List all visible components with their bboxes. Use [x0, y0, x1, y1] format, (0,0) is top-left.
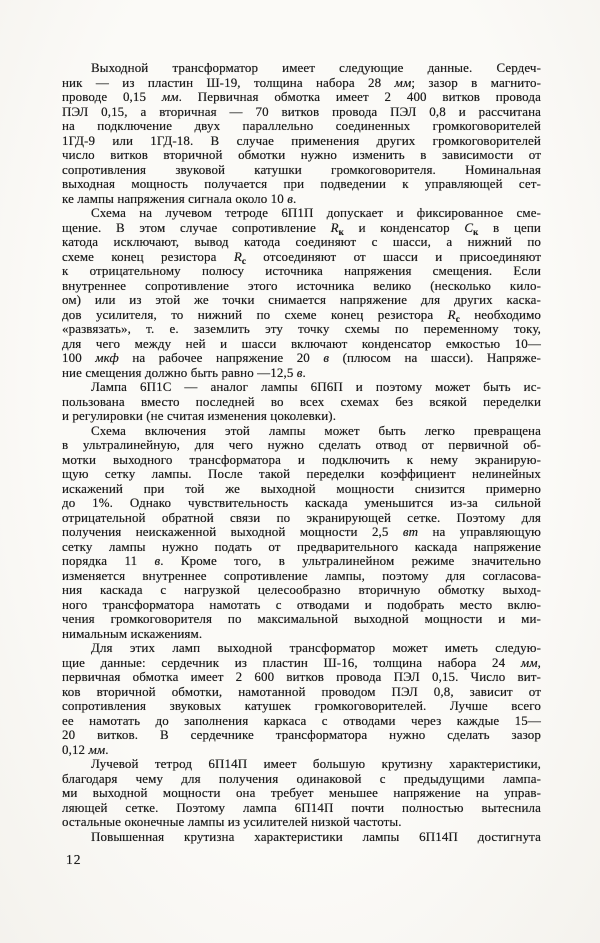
- text-line: мотки выходного трансформатора и подключить к нему экранирую-: [62, 451, 541, 467]
- text-line: сопротивления звуковой катушки громкоговорителя. Номинальная: [62, 161, 541, 177]
- text-line: Лампа 6П1С — аналог лампы 6П6П и поэтому может быть ис-: [91, 379, 541, 394]
- paragraph: [62, 61, 541, 206]
- text-line: ния каскада с нагрузкой целесообразно вторичную обмотку выход-: [62, 582, 541, 597]
- text-line: на подключение двух параллельно соединенных громкоговорителей: [62, 118, 541, 133]
- paragraph: [62, 380, 541, 424]
- text-line: ного трансформатора намотать с отводами и подобрать место вклю-: [62, 596, 541, 612]
- text-line: первичная обмотка имеет 2 600 витков провода ПЭЛ 0,15. Число вит-: [62, 669, 541, 684]
- text-line: ке лампы напряжения сигнала около 10 в.: [62, 190, 297, 206]
- text-line: в ультралинейную, для чего нужно сделать отвод от первичной об-: [62, 437, 541, 452]
- text-line: щие данные: сердечник из пластин Ш-16, толщина набора 24 мм,: [62, 654, 541, 670]
- text-line: для чего между ней и шасси включают конденсатор емкостью 10—: [62, 335, 541, 351]
- paragraph: [62, 757, 541, 830]
- text-line: ПЭЛ 0,15, а вторичная — 70 витков провода ПЭЛ 0,8 и рассчитана: [62, 103, 541, 119]
- text-line: 0,12 мм.: [62, 741, 109, 757]
- text-line: отрицательной обратной связи по экранирующей сетке. Поэтому для: [62, 509, 541, 525]
- text-line: Для этих ламп выходной трансформатор может иметь следую-: [91, 640, 541, 655]
- text-line: внутреннее сопротивление этого источника велико (несколько кило-: [62, 277, 541, 293]
- text-line: изменяется внутреннее сопротивление лампы, поэтому для согласова-: [62, 567, 541, 583]
- text-line: выходная мощность получается при подведении к управляющей сет-: [62, 176, 541, 191]
- text-line: щую сетку лампы. После такой переделки коэффициент нелинейных: [62, 466, 541, 481]
- text-line: схеме конец резистора $R_с$ отсоединяют от шасси и присоединяют: [62, 248, 541, 266]
- text-line: число витков вторичной обмотки нужно изменить в зависимости от: [62, 147, 541, 162]
- text-line: искажений при той же выходной мощности снизится примерно: [62, 480, 541, 496]
- text-line: щение. В этом случае сопротивление $R_к$ и конденсатор $C_к$ в цепи: [62, 219, 541, 237]
- page-text-block: [62, 61, 541, 844]
- text-line: ми выходной мощности она требует меньшее напряжение на управ-: [62, 785, 541, 800]
- text-line: проводе 0,15 мм. Первичная обмотка имеет 2 400 витков провода: [62, 89, 541, 104]
- text-line: нимальным искажениям.: [62, 625, 203, 641]
- text-line: дов усилителя, то нижний по схеме конец резистора $R_с$ необходимо: [62, 306, 542, 324]
- text-line: к отрицательному полюсу источника напряжения смещения. Если: [62, 263, 541, 278]
- text-line: сопротивления звуковых катушек громкоговорителей. Лучше всего: [62, 698, 541, 713]
- text-line: ние смещения должно быть равно —12,5 в.: [62, 364, 306, 380]
- paragraph: [62, 206, 541, 380]
- text-line: Выходной трансформатор имеет следующие данные. Сердеч-: [91, 60, 541, 75]
- paragraph: [62, 641, 541, 757]
- text-line: ляющей сетке. Поэтому лампа 6П14П почти полностью вытеснила: [62, 799, 541, 815]
- text-line: Схема на лучевом тетроде 6П1П допускает и фиксированное сме-: [91, 205, 541, 220]
- paragraph: [62, 424, 541, 642]
- text-line: «развязать», т. е. заземлить эту точку схемы по переменному току,: [62, 321, 541, 336]
- text-line: и регулировки (не считая изменения цоколевки).: [62, 408, 337, 423]
- text-line: чения громкоговорителя по максимальной выходной мощности и ми-: [62, 611, 541, 626]
- page-number: 12: [66, 852, 82, 867]
- text-line: порядка 11 в. Кроме того, в ультралинейном режиме значительно: [62, 553, 541, 568]
- text-line: Лучевой тетрод 6П14П имеет большую крутизну характеристики,: [91, 756, 541, 771]
- text-line: сетку лампы нужно подать от предварительного каскада напряжение: [62, 538, 541, 554]
- text-line: 1ГД-9 или 1ГД-18. В случае применения других громкоговорителей: [62, 132, 541, 148]
- text-line: ом) или из этой же точки снимается напряжение для других каска-: [62, 292, 541, 307]
- text-line: остальные оконечные лампы из усилителей низкой частоты.: [62, 814, 402, 829]
- text-line: ее намотать до заполнения каркаса с отводами через каждые 15—: [62, 712, 541, 728]
- text-line: Повышенная крутизна характеристики лампы 6П14П достигнута: [91, 828, 541, 844]
- paragraph: [62, 830, 541, 845]
- text-line: катода исключают, вывод катода соединяют с шасси, а нижний по: [62, 234, 541, 249]
- text-line: до 1%. Однако чувствительность каскада уменьшится из-за сильной: [62, 495, 541, 510]
- text-line: пользована вместо последней во всех схемах без всякой переделки: [62, 393, 541, 409]
- text-line: Схема включения этой лампы может быть легко превращена: [91, 422, 541, 438]
- text-line: 100 мкф на рабочее напряжение 20 в (плюсом на шасси). Напряже-: [62, 350, 541, 365]
- text-line: 20 витков. В сердечнике трансформатора нужно сделать зазор: [62, 727, 541, 742]
- text-line: благодаря чему для получения одинаковой с предыдущими лампа-: [62, 770, 541, 786]
- text-line: ков вторичной обмотки, намотанной проводом ПЭЛ 0,8, зависит от: [62, 683, 541, 699]
- text-line: получения неискаженной выходной мощности 2,5 вт на управляющую: [62, 524, 541, 539]
- text-line: ник — из пластин Ш-19, толщина набора 28 мм; зазор в магнито-: [62, 74, 541, 90]
